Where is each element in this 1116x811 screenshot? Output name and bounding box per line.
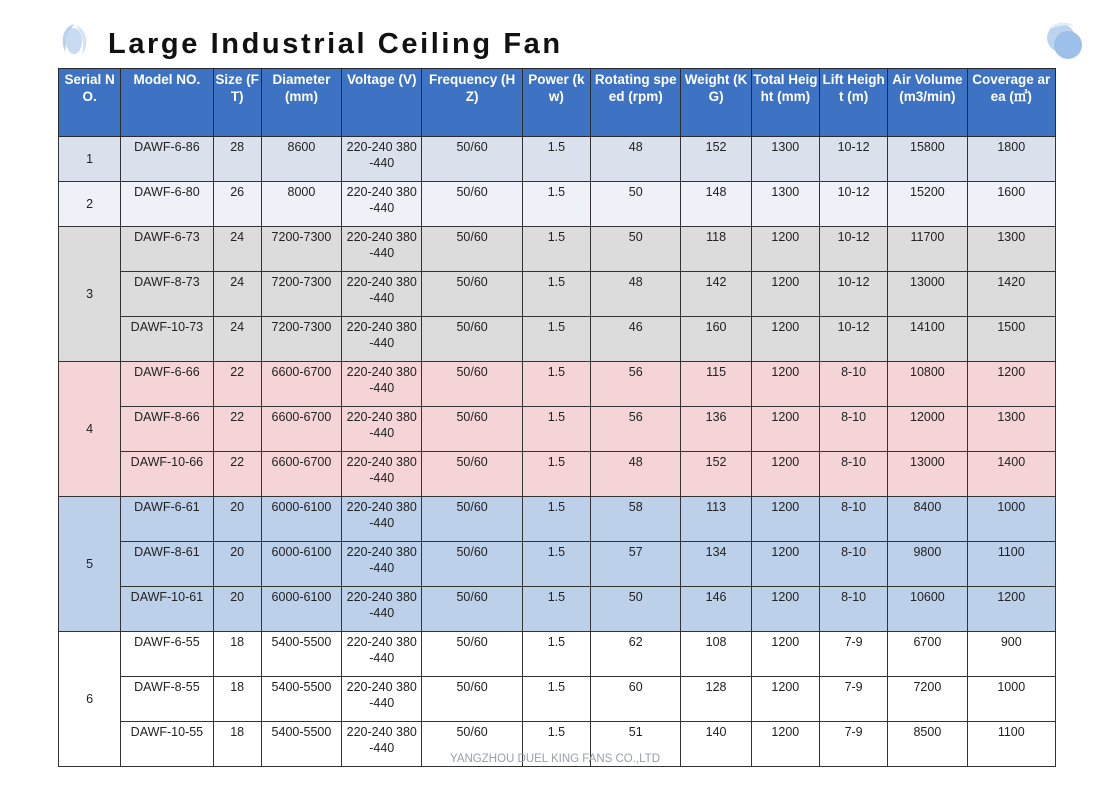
air-volume-cell: 13000 xyxy=(888,452,967,497)
weight-cell: 108 xyxy=(681,632,751,677)
coverage-cell: 900 xyxy=(967,632,1055,677)
table-row xyxy=(59,407,1056,452)
model-cell: DAWF-6-66 xyxy=(121,362,213,407)
model-cell: DAWF-8-66 xyxy=(121,407,213,452)
diameter-cell: 6600-6700 xyxy=(261,362,341,407)
voltage-cell: 220-240 380-440 xyxy=(342,317,422,362)
lift-height-cell: 10-12 xyxy=(819,317,887,362)
air-volume-cell: 11700 xyxy=(888,227,967,272)
table-row xyxy=(59,137,1056,182)
coverage-cell: 1600 xyxy=(967,182,1055,227)
lift-height-cell: 8-10 xyxy=(819,407,887,452)
weight-cell: 136 xyxy=(681,407,751,452)
lift-height-cell: 7-9 xyxy=(819,677,887,722)
model-cell: DAWF-10-73 xyxy=(121,317,213,362)
speed-cell: 51 xyxy=(591,722,681,767)
model-cell: DAWF-10-66 xyxy=(121,452,213,497)
header-power: Power (kw) xyxy=(522,69,590,137)
coverage-cell: 1200 xyxy=(967,362,1055,407)
total-height-cell: 1200 xyxy=(751,272,819,317)
table-row xyxy=(59,497,1056,542)
speed-cell: 60 xyxy=(591,677,681,722)
size-cell: 18 xyxy=(213,722,261,767)
page-title: Large Industrial Ceiling Fan xyxy=(108,28,563,60)
air-volume-cell: 8400 xyxy=(888,497,967,542)
header-coverage: Coverage area (㎡) xyxy=(967,69,1055,137)
speed-cell: 56 xyxy=(591,362,681,407)
header-weight: Weight (KG) xyxy=(681,69,751,137)
lift-height-cell: 10-12 xyxy=(819,137,887,182)
voltage-cell: 220-240 380-440 xyxy=(342,542,422,587)
lift-height-cell: 8-10 xyxy=(819,362,887,407)
speed-cell: 50 xyxy=(591,227,681,272)
air-volume-cell: 10800 xyxy=(888,362,967,407)
lift-height-cell: 7-9 xyxy=(819,722,887,767)
total-height-cell: 1200 xyxy=(751,632,819,677)
size-cell: 26 xyxy=(213,182,261,227)
table-row xyxy=(59,362,1056,407)
header-lift-height: Lift Height (m) xyxy=(819,69,887,137)
total-height-cell: 1200 xyxy=(751,677,819,722)
size-cell: 28 xyxy=(213,137,261,182)
total-height-cell: 1300 xyxy=(751,137,819,182)
diameter-cell: 6000-6100 xyxy=(261,497,341,542)
diameter-cell: 6000-6100 xyxy=(261,587,341,632)
spec-table xyxy=(58,68,1056,767)
total-height-cell: 1300 xyxy=(751,182,819,227)
air-volume-cell: 7200 xyxy=(888,677,967,722)
size-cell: 22 xyxy=(213,407,261,452)
lift-height-cell: 10-12 xyxy=(819,227,887,272)
voltage-cell: 220-240 380-440 xyxy=(342,587,422,632)
lift-height-cell: 10-12 xyxy=(819,272,887,317)
size-cell: 24 xyxy=(213,227,261,272)
weight-cell: 142 xyxy=(681,272,751,317)
size-cell: 24 xyxy=(213,317,261,362)
size-cell: 22 xyxy=(213,452,261,497)
frequency-cell: 50/60 xyxy=(422,452,522,497)
diameter-cell: 7200-7300 xyxy=(261,272,341,317)
header-model: Model NO. xyxy=(121,69,213,137)
frequency-cell: 50/60 xyxy=(422,407,522,452)
model-cell: DAWF-6-55 xyxy=(121,632,213,677)
power-cell: 1.5 xyxy=(522,452,590,497)
total-height-cell: 1200 xyxy=(751,452,819,497)
diameter-cell: 7200-7300 xyxy=(261,317,341,362)
voltage-cell: 220-240 380-440 xyxy=(342,677,422,722)
company-watermark: YANGZHOU DUEL KING FANS CO.,LTD xyxy=(450,753,661,765)
air-volume-cell: 10600 xyxy=(888,587,967,632)
power-cell: 1.5 xyxy=(522,632,590,677)
header-voltage: Voltage (V) xyxy=(342,69,422,137)
table-row xyxy=(59,182,1056,227)
model-cell: DAWF-6-61 xyxy=(121,497,213,542)
weight-cell: 140 xyxy=(681,722,751,767)
power-cell: 1.5 xyxy=(522,137,590,182)
size-cell: 20 xyxy=(213,587,261,632)
frequency-cell: 50/60 xyxy=(422,722,522,767)
size-cell: 20 xyxy=(213,497,261,542)
serial-cell: 2 xyxy=(59,182,121,227)
serial-cell: 1 xyxy=(59,137,121,182)
lift-height-cell: 8-10 xyxy=(819,497,887,542)
speed-cell: 58 xyxy=(591,497,681,542)
power-cell: 1.5 xyxy=(522,362,590,407)
size-cell: 18 xyxy=(213,677,261,722)
speed-cell: 50 xyxy=(591,587,681,632)
header-frequency: Frequency (HZ) xyxy=(422,69,522,137)
coverage-cell: 1300 xyxy=(967,407,1055,452)
voltage-cell: 220-240 380-440 xyxy=(342,137,422,182)
power-cell: 1.5 xyxy=(522,272,590,317)
air-volume-cell: 14100 xyxy=(888,317,967,362)
model-cell: DAWF-10-55 xyxy=(121,722,213,767)
table-row xyxy=(59,587,1056,632)
header-size: Size (FT) xyxy=(213,69,261,137)
table-header-row xyxy=(59,69,1056,137)
model-cell: DAWF-8-55 xyxy=(121,677,213,722)
frequency-cell: 50/60 xyxy=(422,497,522,542)
serial-cell: 4 xyxy=(59,362,121,497)
frequency-cell: 50/60 xyxy=(422,362,522,407)
diameter-cell: 5400-5500 xyxy=(261,677,341,722)
voltage-cell: 220-240 380-440 xyxy=(342,227,422,272)
model-cell: DAWF-8-73 xyxy=(121,272,213,317)
weight-cell: 146 xyxy=(681,587,751,632)
total-height-cell: 1200 xyxy=(751,407,819,452)
coverage-cell: 1800 xyxy=(967,137,1055,182)
diameter-cell: 6600-6700 xyxy=(261,452,341,497)
air-volume-cell: 15800 xyxy=(888,137,967,182)
header-serial: Serial NO. xyxy=(59,69,121,137)
total-height-cell: 1200 xyxy=(751,497,819,542)
lift-height-cell: 7-9 xyxy=(819,632,887,677)
diameter-cell: 8000 xyxy=(261,182,341,227)
speed-cell: 48 xyxy=(591,272,681,317)
table-row xyxy=(59,272,1056,317)
air-volume-cell: 8500 xyxy=(888,722,967,767)
voltage-cell: 220-240 380-440 xyxy=(342,497,422,542)
weight-cell: 113 xyxy=(681,497,751,542)
power-cell: 1.5 xyxy=(522,317,590,362)
diameter-cell: 7200-7300 xyxy=(261,227,341,272)
power-cell: 1.5 xyxy=(522,227,590,272)
header-total-height: Total Height (mm) xyxy=(751,69,819,137)
frequency-cell: 50/60 xyxy=(422,632,522,677)
serial-cell: 3 xyxy=(59,227,121,362)
header-diameter: Diameter (mm) xyxy=(261,69,341,137)
table-row xyxy=(59,317,1056,362)
logo-swirl-right xyxy=(1044,20,1084,64)
voltage-cell: 220-240 380-440 xyxy=(342,407,422,452)
weight-cell: 148 xyxy=(681,182,751,227)
frequency-cell: 50/60 xyxy=(422,587,522,632)
coverage-cell: 1200 xyxy=(967,587,1055,632)
weight-cell: 134 xyxy=(681,542,751,587)
coverage-cell: 1420 xyxy=(967,272,1055,317)
coverage-cell: 1000 xyxy=(967,677,1055,722)
voltage-cell: 220-240 380-440 xyxy=(342,632,422,677)
speed-cell: 48 xyxy=(591,137,681,182)
model-cell: DAWF-6-73 xyxy=(121,227,213,272)
power-cell: 1.5 xyxy=(522,542,590,587)
total-height-cell: 1200 xyxy=(751,317,819,362)
frequency-cell: 50/60 xyxy=(422,542,522,587)
speed-cell: 57 xyxy=(591,542,681,587)
air-volume-cell: 12000 xyxy=(888,407,967,452)
header-air-volume: Air Volume (m3/min) xyxy=(888,69,967,137)
lift-height-cell: 8-10 xyxy=(819,587,887,632)
model-cell: DAWF-10-61 xyxy=(121,587,213,632)
model-cell: DAWF-8-61 xyxy=(121,542,213,587)
lift-height-cell: 8-10 xyxy=(819,542,887,587)
total-height-cell: 1200 xyxy=(751,542,819,587)
voltage-cell: 220-240 380-440 xyxy=(342,272,422,317)
speed-cell: 56 xyxy=(591,407,681,452)
air-volume-cell: 13000 xyxy=(888,272,967,317)
model-cell: DAWF-6-80 xyxy=(121,182,213,227)
total-height-cell: 1200 xyxy=(751,227,819,272)
power-cell: 1.5 xyxy=(522,722,590,767)
lift-height-cell: 10-12 xyxy=(819,182,887,227)
frequency-cell: 50/60 xyxy=(422,227,522,272)
voltage-cell: 220-240 380-440 xyxy=(342,182,422,227)
coverage-cell: 1100 xyxy=(967,722,1055,767)
speed-cell: 46 xyxy=(591,317,681,362)
size-cell: 20 xyxy=(213,542,261,587)
speed-cell: 50 xyxy=(591,182,681,227)
logo-swirl-left xyxy=(60,22,90,58)
power-cell: 1.5 xyxy=(522,587,590,632)
total-height-cell: 1200 xyxy=(751,362,819,407)
weight-cell: 128 xyxy=(681,677,751,722)
voltage-cell: 220-240 380-440 xyxy=(342,722,422,767)
weight-cell: 118 xyxy=(681,227,751,272)
header-speed: Rotating speed (rpm) xyxy=(591,69,681,137)
table-row xyxy=(59,677,1056,722)
weight-cell: 152 xyxy=(681,452,751,497)
size-cell: 18 xyxy=(213,632,261,677)
diameter-cell: 6000-6100 xyxy=(261,542,341,587)
coverage-cell: 1500 xyxy=(967,317,1055,362)
air-volume-cell: 9800 xyxy=(888,542,967,587)
power-cell: 1.5 xyxy=(522,407,590,452)
table-row xyxy=(59,227,1056,272)
coverage-cell: 1100 xyxy=(967,542,1055,587)
size-cell: 24 xyxy=(213,272,261,317)
voltage-cell: 220-240 380-440 xyxy=(342,452,422,497)
voltage-cell: 220-240 380-440 xyxy=(342,362,422,407)
frequency-cell: 50/60 xyxy=(422,317,522,362)
frequency-cell: 50/60 xyxy=(422,677,522,722)
total-height-cell: 1200 xyxy=(751,587,819,632)
power-cell: 1.5 xyxy=(522,497,590,542)
lift-height-cell: 8-10 xyxy=(819,452,887,497)
size-cell: 22 xyxy=(213,362,261,407)
table-row xyxy=(59,632,1056,677)
frequency-cell: 50/60 xyxy=(422,182,522,227)
table-row xyxy=(59,542,1056,587)
total-height-cell: 1200 xyxy=(751,722,819,767)
weight-cell: 152 xyxy=(681,137,751,182)
diameter-cell: 5400-5500 xyxy=(261,632,341,677)
frequency-cell: 50/60 xyxy=(422,137,522,182)
serial-cell: 6 xyxy=(59,632,121,767)
weight-cell: 115 xyxy=(681,362,751,407)
coverage-cell: 1000 xyxy=(967,497,1055,542)
speed-cell: 62 xyxy=(591,632,681,677)
air-volume-cell: 6700 xyxy=(888,632,967,677)
frequency-cell: 50/60 xyxy=(422,272,522,317)
power-cell: 1.5 xyxy=(522,677,590,722)
coverage-cell: 1300 xyxy=(967,227,1055,272)
coverage-cell: 1400 xyxy=(967,452,1055,497)
speed-cell: 48 xyxy=(591,452,681,497)
diameter-cell: 8600 xyxy=(261,137,341,182)
weight-cell: 160 xyxy=(681,317,751,362)
power-cell: 1.5 xyxy=(522,182,590,227)
diameter-cell: 5400-5500 xyxy=(261,722,341,767)
serial-cell: 5 xyxy=(59,497,121,632)
model-cell: DAWF-6-86 xyxy=(121,137,213,182)
air-volume-cell: 15200 xyxy=(888,182,967,227)
table-row xyxy=(59,452,1056,497)
diameter-cell: 6600-6700 xyxy=(261,407,341,452)
